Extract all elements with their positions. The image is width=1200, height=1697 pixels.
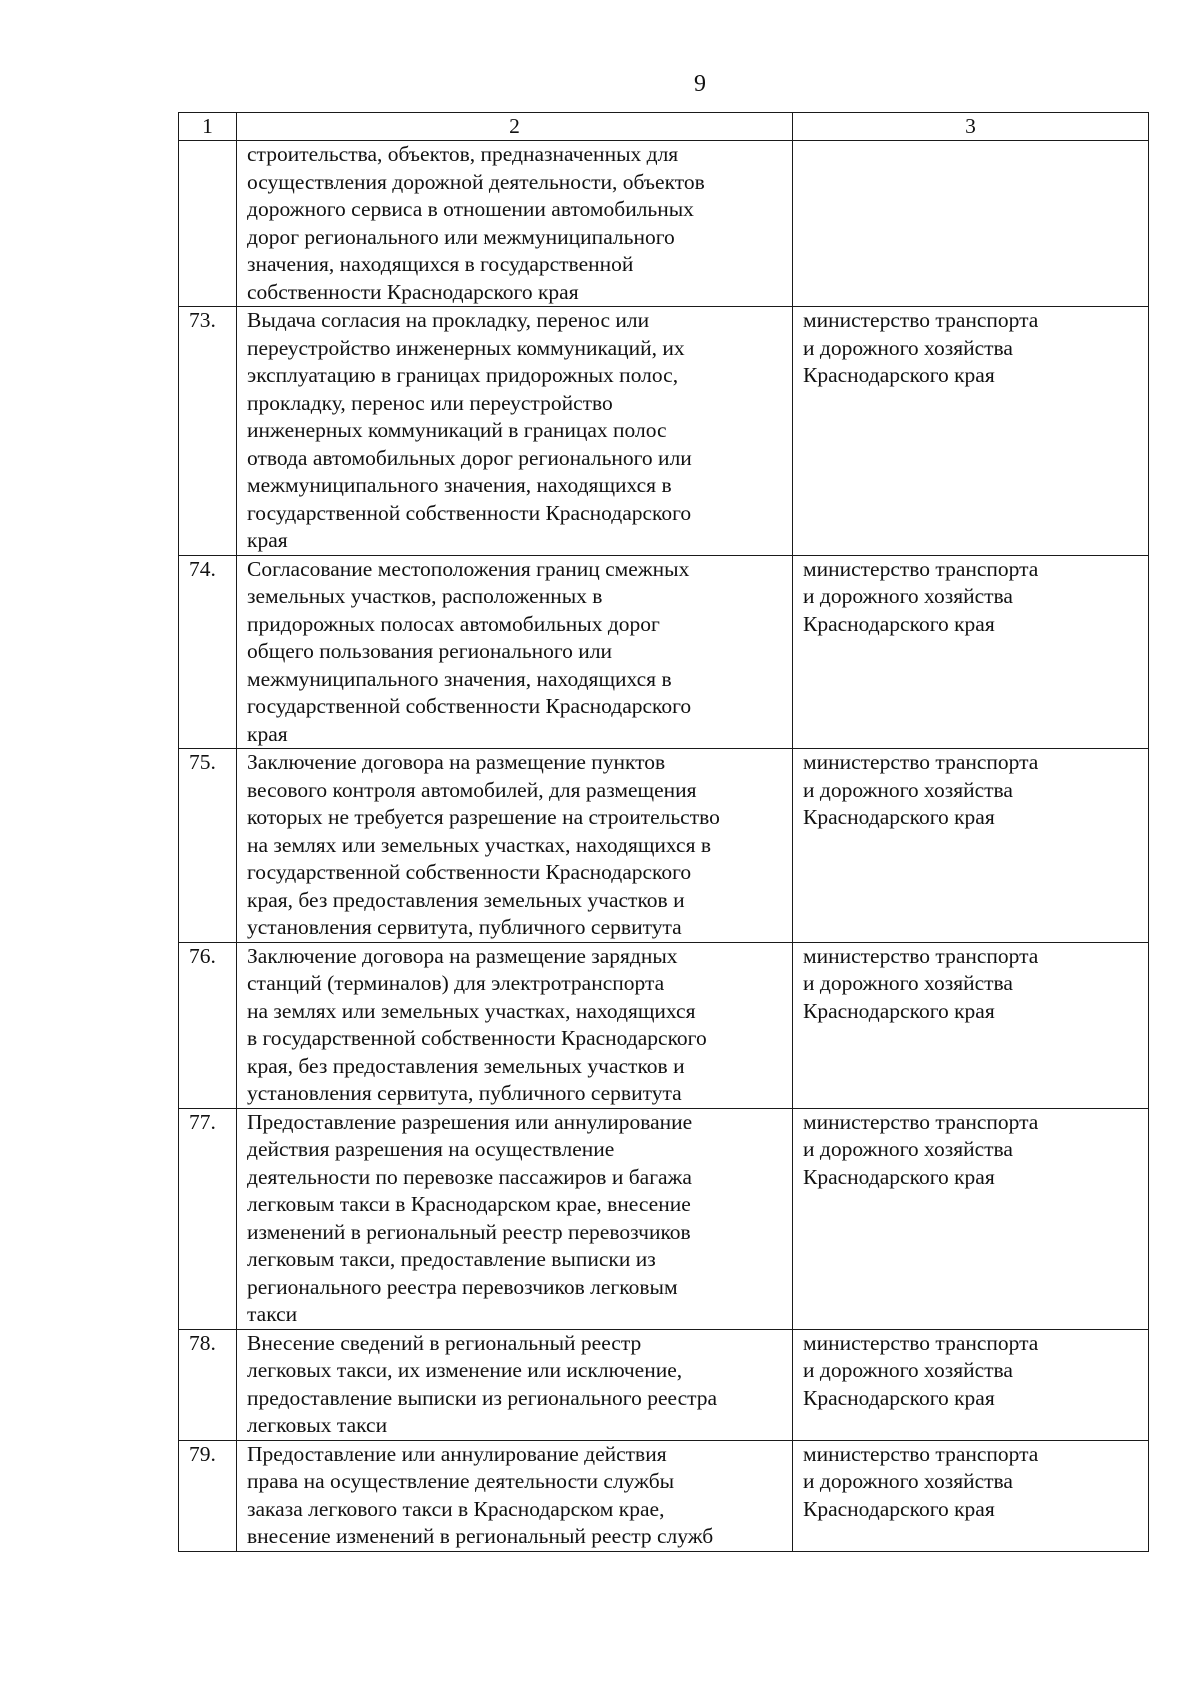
table-row bbox=[179, 1108, 1149, 1329]
responsible-authority: министерство транспорта и дорожного хозяйства Краснодарского края bbox=[793, 749, 1149, 943]
service-description: Согласование местоположения границ смежных земельных участков, расположенных в придорожных полосах автомобильных дорог общего пользования регионального или межмуниципального значения, находящихся в государственной собственности Краснодарского края bbox=[237, 555, 793, 749]
responsible-authority bbox=[793, 141, 1149, 307]
table-row bbox=[179, 555, 1149, 749]
table-row bbox=[179, 141, 1149, 307]
service-description: Предоставление разрешения или аннулирование действия разрешения на осуществление деятельности по перевозке пассажиров и багажа легковым такси в Краснодарском крае, внесение изменений в региональный реестр перевозчиков легковым такси, предоставление выписки из регионального реестра перевозчиков легковым такси bbox=[237, 1108, 793, 1329]
row-number: 78. bbox=[179, 1329, 237, 1440]
table-row bbox=[179, 749, 1149, 943]
column-header-service: 2 bbox=[237, 113, 793, 141]
row-number: 77. bbox=[179, 1108, 237, 1329]
table-row bbox=[179, 1329, 1149, 1440]
responsible-authority: министерство транспорта и дорожного хозяйства Краснодарского края bbox=[793, 1329, 1149, 1440]
row-number bbox=[179, 141, 237, 307]
responsible-authority: министерство транспорта и дорожного хозяйства Краснодарского края bbox=[793, 1108, 1149, 1329]
column-header-number: 1 bbox=[179, 113, 237, 141]
table-row bbox=[179, 942, 1149, 1108]
table-row bbox=[179, 307, 1149, 556]
responsible-authority: министерство транспорта и дорожного хозяйства Краснодарского края bbox=[793, 307, 1149, 556]
row-number: 79. bbox=[179, 1440, 237, 1551]
table-row bbox=[179, 1440, 1149, 1551]
service-description: Заключение договора на размещение пунктов весового контроля автомобилей, для размещения которых не требуется разрешение на строительство на землях или земельных участках, находящихся в государственной собственности Краснодарского края, без предоставления земельных участков и установления сервитута, публичного сервитута bbox=[237, 749, 793, 943]
responsible-authority: министерство транспорта и дорожного хозяйства Краснодарского края bbox=[793, 1440, 1149, 1551]
service-description: строительства, объектов, предназначенных для осуществления дорожной деятельности, объектов дорожного сервиса в отношении автомобильных дорог регионального или межмуниципального значения, находящихся в государственной собственности Краснодарского края bbox=[237, 141, 793, 307]
service-description: Выдача согласия на прокладку, перенос или переустройство инженерных коммуникаций, их эксплуатацию в границах придорожных полос, прокладку, перенос или переустройство инженерных коммуникаций в границах полос отвода автомобильных дорог регионального или межмуниципального значения, находящихся в государственной собственности Краснодарского края bbox=[237, 307, 793, 556]
service-description: Предоставление или аннулирование действия права на осуществление деятельности службы заказа легкового такси в Краснодарском крае, внесение изменений в региональный реестр служб bbox=[237, 1440, 793, 1551]
service-description: Заключение договора на размещение зарядных станций (терминалов) для электротранспорта на землях или земельных участках, находящихся в государственной собственности Краснодарского края, без предоставления земельных участков и установления сервитута, публичного сервитута bbox=[237, 942, 793, 1108]
row-number: 75. bbox=[179, 749, 237, 943]
service-description: Внесение сведений в региональный реестр легковых такси, их изменение или исключение, предоставление выписки из регионального реестра легковых такси bbox=[237, 1329, 793, 1440]
row-number: 73. bbox=[179, 307, 237, 556]
row-number: 74. bbox=[179, 555, 237, 749]
table-header-row bbox=[179, 113, 1149, 141]
row-number: 76. bbox=[179, 942, 237, 1108]
column-header-authority: 3 bbox=[793, 113, 1149, 141]
services-table bbox=[178, 112, 1149, 1552]
responsible-authority: министерство транспорта и дорожного хозяйства Краснодарского края bbox=[793, 555, 1149, 749]
page-number: 9 bbox=[694, 71, 706, 97]
responsible-authority: министерство транспорта и дорожного хозяйства Краснодарского края bbox=[793, 942, 1149, 1108]
